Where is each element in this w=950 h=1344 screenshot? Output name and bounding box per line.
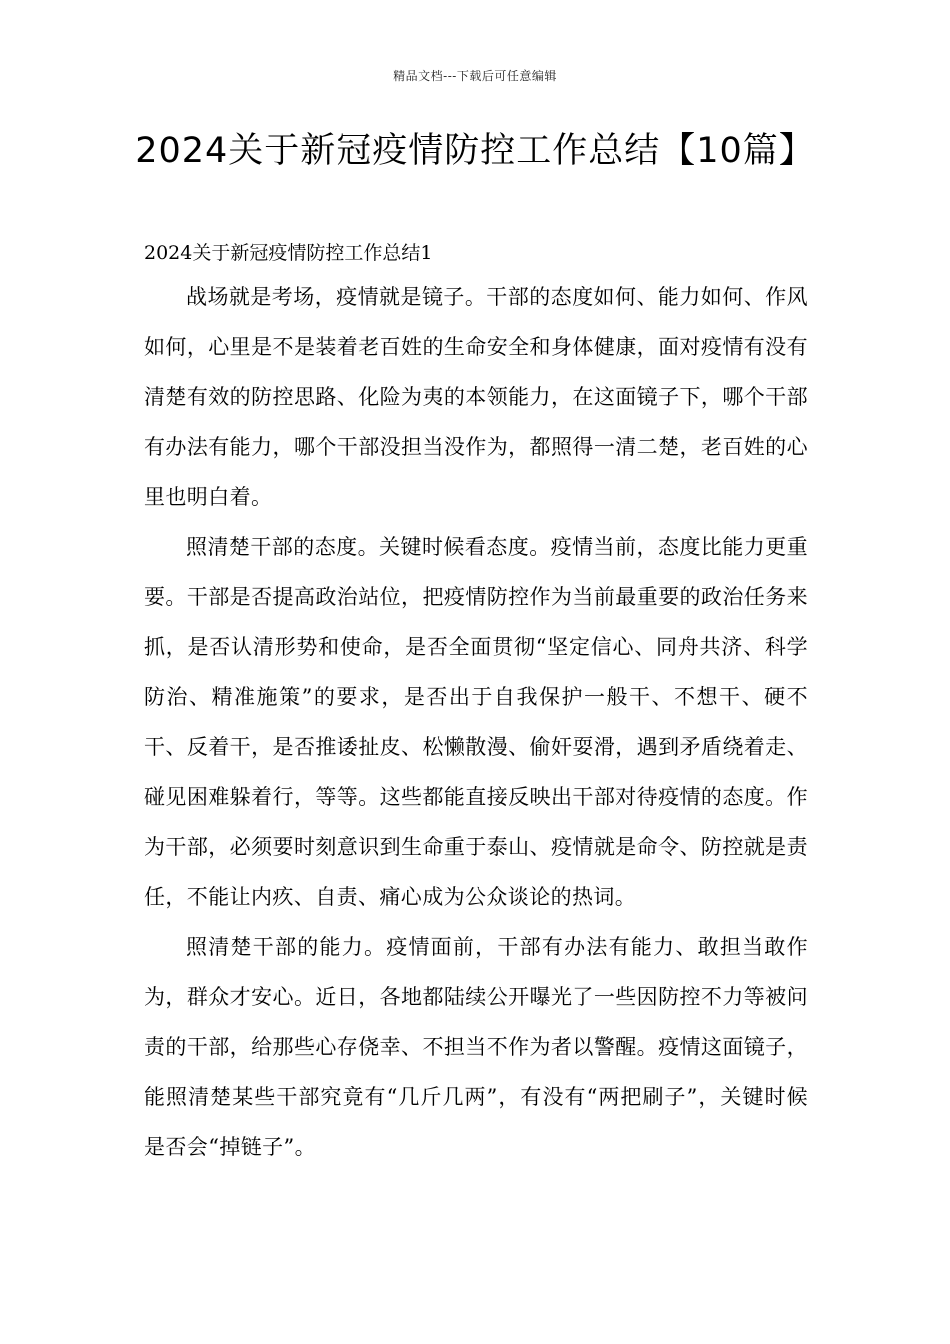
paragraph-1: 战场就是考场，疫情就是镜子。干部的态度如何、能力如何、作风如何，心里是不是装着老百姓的生命安全和身体健康，面对疫情有没有清楚有效的防控思路、化险为夷的本领能力，在这面镜子下，哪个干部有办法有能力，哪个干部没担当没作为，都照得一清二楚，老百姓的心里也明白着。 bbox=[144, 285, 808, 509]
body-text bbox=[144, 272, 808, 1172]
paragraph-2: 照清楚干部的态度。关键时候看态度。疫情当前，态度比能力更重要。干部是否提高政治站位，把疫情防控作为当前最重要的政治任务来抓，是否认清形势和使命，是否全面贯彻“坚定信心、同舟共济、科学防治、精准施策”的要求，是否出于自我保护一般干、不想干、硬不干、反着干，是否推诿扯皮、松懒散漫、偷奸耍滑，遇到矛盾绕着走、碰见困难躲着行，等等。这些都能直接反映出干部对待疫情的态度。作为干部，必须要时刻意识到生命重于泰山、疫情就是命令、防控就是责任，不能让内疚、自责、痛心成为公众谈论的热词。 bbox=[144, 535, 808, 909]
document-title: 2024关于新冠疫情防控工作总结【10篇】 bbox=[135, 131, 815, 171]
paragraph-3: 照清楚干部的能力。疫情面前，干部有办法有能力、敢担当敢作为，群众才安心。近日，各地都陆续公开曝光了一些因防控不力等被问责的干部，给那些心存侥幸、不担当不作为者以警醒。疫情这面镜子，能照清楚某些干部究竟有“几斤几两”，有没有“两把刷子”，关键时候是否会“掉链子”。 bbox=[144, 935, 808, 1159]
section-heading: 2024关于新冠疫情防控工作总结1 bbox=[144, 242, 433, 264]
header-note: 精品文档---下载后可任意编辑 bbox=[393, 69, 557, 83]
